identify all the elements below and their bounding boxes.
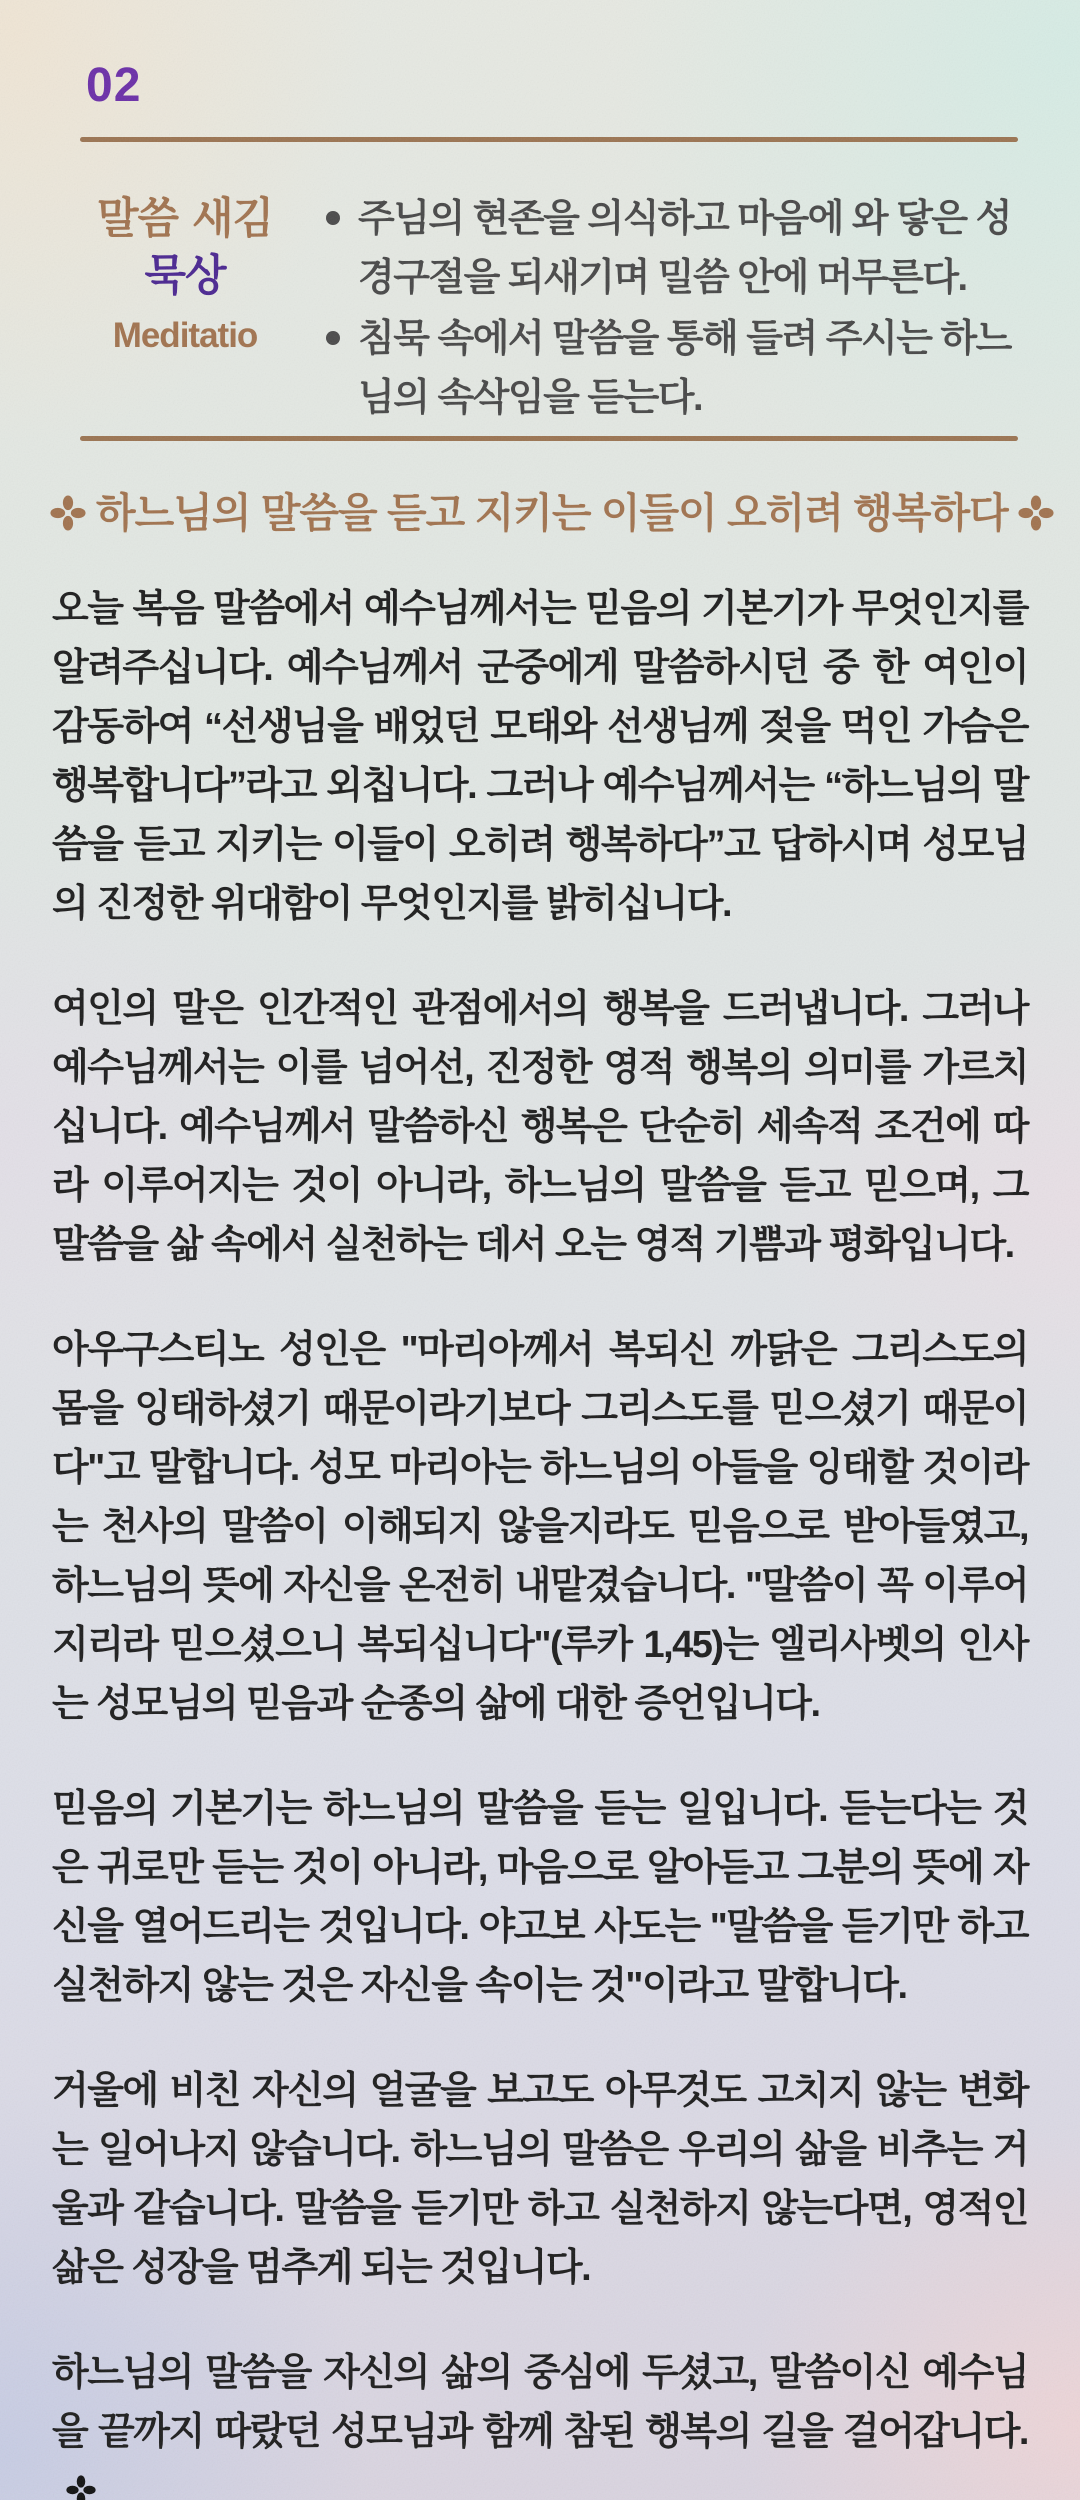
paragraph: 여인의 말은 인간적인 관점에서의 행복을 드러냅니다. 그러나 예수님께서는 이를 넘어선, 진정한 영적 행복의 의미를 가르치십니다. 예수님께서 말씀하신 행복은 단순히 세속적 조건에 따라 이루어지는 것이 아니라, 하느님의 말씀을 듣고 믿으며, 그 말씀을 삶 속에서 실천하는 데서 오는 영적 기쁨과 평화입니다.: [52, 988, 1028, 1266]
top-divider-line: [80, 137, 1018, 142]
bullet-dot-icon: [326, 331, 340, 345]
header-divider-line: [80, 436, 1018, 441]
meditation-title-korean-line1: 말씀 새김: [96, 194, 274, 244]
list-item-text: 침묵 속에서 말씀을 통해 들려 주시는 하느님의 속삭임을 듣는다.: [358, 318, 1011, 419]
headline-text: 하느님의 말씀을 듣고 지키는 이들이 오히려 행복하다: [96, 490, 1008, 536]
meditation-title-korean-line2: 묵상: [144, 251, 226, 301]
paragraph: 믿음의 기본기는 하느님의 말씀을 듣는 일입니다. 듣는다는 것은 귀로만 듣는 것이 아니라, 마음으로 알아듣고 그분의 뜻에 자신을 열어드리는 것입니다. 야고보 사도는 "말씀을 듣기만 하고 실천하지 않는 것은 자신을 속이는 것"이라고 말합니다.: [52, 1788, 1028, 2007]
paragraph: 거울에 비친 자신의 얼굴을 보고도 아무것도 고치지 않는 변화는 일어나지 않습니다. 하느님의 말씀은 우리의 삶을 비추는 거울과 같습니다. 말씀을 듣기만 하고 실천하지 않는다면, 영적인 삶은 성장을 멈추게 되는 것입니다.: [52, 2070, 1028, 2289]
meditation-title-latin: Meditatio: [112, 316, 258, 355]
paragraph: 아우구스티노 성인은 "마리아께서 복되신 까닭은 그리스도의 몸을 잉태하셨기 때문이라기보다 그리스도를 믿으셨기 때문이다"고 말합니다. 성모 마리아는 하느님의 아들을 잉태할 것이라는 천사의 말씀이 이해되지 않을지라도 믿음으로 받아들였고, 하느님의 뜻에 자신을 온전히 내맡겼습니다. "말씀이 꼭 이루어지리라 믿으셨으니 복되십니다"(루카 1,45)는 엘리사벳의 인사는 성모님의 믿음과 순종의 삶에 대한 증언입니다.: [52, 1329, 1028, 1725]
meditation-instructions-list: [326, 190, 1026, 430]
clover-end-icon: [66, 2475, 96, 2500]
list-item: [326, 310, 1026, 428]
headline: [40, 480, 1040, 539]
paragraph-text: 하느님의 말씀을 자신의 삶의 중심에 두셨고, 말씀이신 예수님을 끝까지 따랐던 성모님과 함께 참된 행복의 길을 걸어갑니다.: [52, 2352, 1028, 2453]
clover-icon: [1018, 495, 1054, 531]
clover-icon: [50, 495, 86, 531]
list-item: [326, 190, 1026, 308]
meditation-body: [52, 580, 1028, 2500]
meditation-title-block: [70, 194, 300, 355]
section-number: 02: [86, 59, 142, 112]
list-item-text: 주님의 현존을 의식하고 마음에 와 닿은 성경구절을 되새기며 밀씀 안에 머무른다.: [358, 198, 1011, 299]
paragraph: 오늘 복음 말씀에서 예수님께서는 믿음의 기본기가 무엇인지를 알려주십니다. 예수님께서 군중에게 말씀하시던 중 한 여인이 감동하여 “선생님을 배었던 모태와 선생님께 젖을 먹인 가슴은 행복합니다”라고 외칩니다. 그러나 예수님께서는 “하느님의 말씀을 듣고 지키는 이들이 오히려 행복하다”고 답하시며 성모님의 진정한 위대함이 무엇인지를 밝히십니다.: [52, 588, 1028, 925]
bullet-dot-icon: [326, 211, 340, 225]
paragraph: [52, 2344, 1028, 2500]
